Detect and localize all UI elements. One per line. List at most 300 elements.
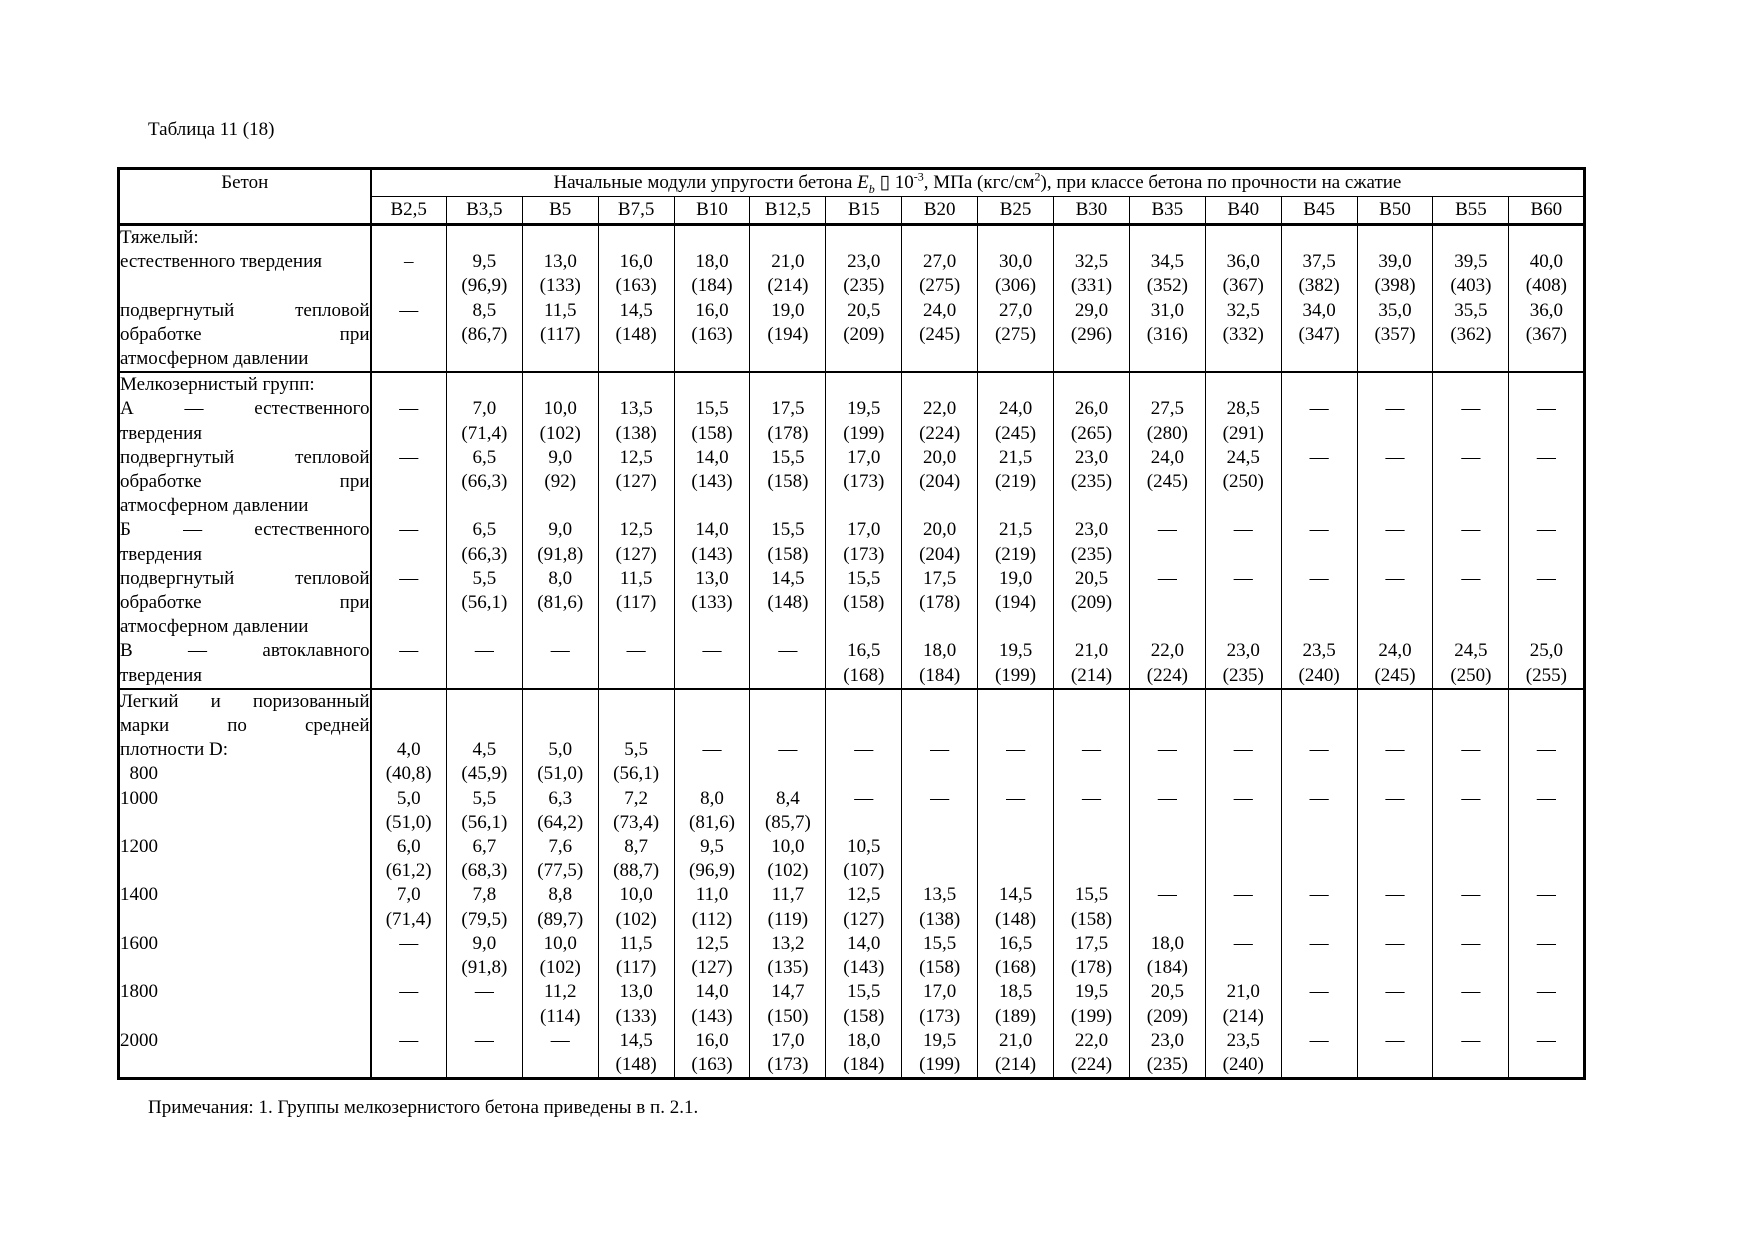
mpa-value (902, 373, 977, 397)
row-label-line: атмосферном давлении (120, 495, 309, 517)
mpa-value: 29,0 (1074, 299, 1109, 321)
modulus-header-exp2: 2 (1034, 169, 1041, 184)
class-header-b55: B55 (1433, 197, 1509, 225)
mpa-value: 19,0 (998, 567, 1033, 589)
value-cell-b40 (1205, 787, 1281, 835)
mpa-value: 16,0 (619, 251, 653, 273)
value-cell-b60 (1509, 567, 1585, 640)
value-cell-b55 (1433, 787, 1509, 835)
mpa-value (372, 373, 446, 397)
kgf-value: (71,4) (385, 908, 432, 930)
value-cell-b45 (1281, 639, 1357, 688)
class-header-b5: B5 (522, 197, 598, 225)
mpa-value (978, 226, 1053, 250)
value-cell-b3-5 (446, 225, 522, 299)
mpa-value: — (1233, 519, 1253, 541)
kgf-value: (235) (843, 275, 885, 297)
mpa-value: — (1233, 739, 1253, 761)
value-cell-b7-5 (598, 689, 674, 787)
mpa-value: 9,0 (472, 932, 497, 954)
value-cell-b25 (978, 835, 1054, 883)
kgf-value: (199) (919, 1053, 961, 1075)
value-cell-b60 (1509, 639, 1585, 688)
value-cell-b40 (1205, 518, 1281, 566)
value-cell-b50 (1357, 1029, 1433, 1079)
kgf-value: (173) (843, 471, 885, 493)
value-cell-b40 (1205, 932, 1281, 980)
mpa-value: 14,0 (695, 446, 729, 468)
kgf-value: (306) (994, 275, 1037, 297)
kgf-value: (61,2) (385, 860, 432, 882)
value-cell-b45 (1281, 883, 1357, 931)
mpa-value: 23,5 (1302, 640, 1336, 662)
kgf-value: (214) (767, 275, 809, 297)
kgf-value: (235) (1146, 1053, 1188, 1075)
row-label-line: обработке при (120, 471, 370, 493)
value-cell-b12-5 (750, 299, 826, 373)
kgf-value: (138) (919, 908, 961, 930)
kgf-value: (245) (1374, 664, 1416, 686)
value-cell-b3-5 (446, 372, 522, 446)
mpa-value: — (1536, 567, 1556, 589)
kgf-value: (408) (1525, 275, 1567, 297)
value-cell-b60 (1509, 372, 1585, 446)
table-row (119, 835, 1585, 883)
mpa-value: 21,0 (1074, 640, 1109, 662)
kgf-value: (148) (767, 592, 809, 614)
mpa-value: 23,0 (847, 251, 881, 273)
mpa-value: — (1309, 446, 1329, 468)
value-cell-b50 (1357, 299, 1433, 373)
value-cell-b40 (1205, 225, 1281, 299)
mpa-value (1282, 714, 1357, 738)
mpa-value: 39,0 (1378, 251, 1412, 273)
value-cell-b55 (1433, 980, 1509, 1028)
mpa-value (1054, 226, 1129, 250)
row-label-line: 2000 (120, 1029, 158, 1051)
class-header-b50: B50 (1357, 197, 1433, 225)
kgf-value: (265) (1070, 422, 1113, 444)
row-label (119, 446, 371, 519)
value-cell-b15 (826, 518, 902, 566)
mpa-value: 24,0 (1150, 446, 1184, 468)
mpa-value: — (474, 1029, 494, 1051)
row-label-line: 800 (120, 763, 158, 785)
value-cell-b2-5 (371, 787, 447, 835)
value-cell-b35 (1129, 639, 1205, 688)
kgf-value: (79,5) (461, 908, 508, 930)
kgf-value: (114) (540, 1005, 581, 1027)
mpa-value: 20,5 (1150, 981, 1184, 1003)
row-label (119, 1029, 371, 1079)
value-cell-b12-5 (750, 446, 826, 519)
mpa-value (1358, 690, 1433, 714)
value-cell-b30 (1054, 932, 1130, 980)
kgf-value: (81,6) (537, 592, 584, 614)
mpa-value: 11,2 (543, 981, 577, 1003)
row-label (119, 225, 371, 299)
mpa-value (1509, 714, 1583, 738)
kgf-value: (102) (615, 908, 657, 930)
value-cell-b20 (902, 835, 978, 883)
value-cell-b15 (826, 787, 902, 835)
value-cell-b45 (1281, 1029, 1357, 1079)
row-label-line: Тяжелый: (120, 227, 199, 248)
mpa-value (1282, 690, 1357, 714)
mpa-value: 9,5 (700, 836, 724, 858)
mpa-value: — (1385, 1029, 1405, 1051)
value-cell-b45 (1281, 787, 1357, 835)
value-cell-b15 (826, 980, 902, 1028)
value-cell-b50 (1357, 787, 1433, 835)
mpa-value (599, 373, 674, 397)
value-cell-b20 (902, 299, 978, 373)
mpa-value: 10,0 (543, 932, 577, 954)
table-row (119, 689, 1585, 787)
kgf-value: (81,6) (689, 811, 735, 833)
mpa-value: 15,5 (695, 398, 729, 420)
value-cell-b35 (1129, 299, 1205, 373)
mpa-value: 12,5 (619, 446, 653, 468)
mpa-value: — (1461, 932, 1481, 954)
mpa-value (675, 690, 750, 714)
kgf-value: (143) (843, 957, 885, 979)
value-cell-b55 (1433, 639, 1509, 688)
mpa-value: 16,0 (695, 1029, 729, 1051)
value-cell-b7-5 (598, 835, 674, 883)
mpa-value: 14,0 (847, 932, 881, 954)
modulus-header-post: ), при классе бетона по прочности на сжатие (1040, 172, 1402, 193)
mpa-value: 35,0 (1378, 299, 1412, 321)
mpa-value: — (399, 567, 419, 589)
value-cell-b20 (902, 980, 978, 1028)
mpa-value: 13,0 (619, 981, 653, 1003)
mpa-value: 9,0 (548, 446, 573, 468)
mpa-value: 5,5 (624, 739, 648, 761)
kgf-value: (280) (1146, 422, 1188, 444)
mpa-value: 31,0 (1150, 299, 1184, 321)
class-header-b2-5: B2,5 (371, 197, 447, 225)
mpa-value: 12,5 (619, 519, 653, 541)
value-cell-b12-5 (750, 639, 826, 688)
kgf-value: (127) (843, 908, 885, 930)
mpa-value: 8,0 (548, 567, 573, 589)
class-header-b7-5: B7,5 (598, 197, 674, 225)
kgf-value: (224) (919, 422, 961, 444)
mpa-value: 24,0 (998, 398, 1033, 420)
mpa-value: — (1233, 787, 1253, 809)
value-cell-b12-5 (750, 689, 826, 787)
kgf-value: (199) (1070, 1005, 1113, 1027)
value-cell-b35 (1129, 446, 1205, 519)
mpa-value (447, 373, 522, 397)
mpa-value: 24,0 (923, 299, 957, 321)
kgf-value: (235) (1222, 664, 1264, 686)
kgf-value: (184) (1146, 957, 1188, 979)
value-cell-b60 (1509, 835, 1585, 883)
mpa-value (978, 835, 1053, 859)
kgf-value: (178) (1070, 957, 1113, 979)
value-cell-b7-5 (598, 787, 674, 835)
mpa-value: — (399, 981, 419, 1003)
value-cell-b50 (1357, 932, 1433, 980)
kgf-value: (168) (843, 664, 885, 686)
row-label-line (120, 811, 370, 835)
value-cell-b5 (522, 639, 598, 688)
row-label (119, 639, 371, 688)
value-cell-b60 (1509, 518, 1585, 566)
kgf-value: (219) (994, 543, 1037, 565)
value-cell-b2-5 (371, 835, 447, 883)
kgf-value: (56,1) (461, 592, 508, 614)
mpa-value: 23,0 (1074, 519, 1109, 541)
kgf-value: (85,7) (764, 811, 811, 833)
mpa-value (826, 373, 901, 397)
value-cell-b5 (522, 689, 598, 787)
mpa-value (372, 714, 446, 738)
mpa-value: 13,5 (619, 398, 653, 420)
table-row (119, 446, 1585, 519)
value-cell-b30 (1054, 567, 1130, 640)
class-header-b20: B20 (902, 197, 978, 225)
mpa-value: — (399, 932, 419, 954)
value-cell-b15 (826, 567, 902, 640)
value-cell-b35 (1129, 518, 1205, 566)
mpa-value (599, 226, 674, 250)
value-cell-b40 (1205, 980, 1281, 1028)
kgf-value: (224) (1146, 664, 1188, 686)
kgf-value: (250) (1450, 664, 1492, 686)
table-row (119, 372, 1585, 446)
value-cell-b40 (1205, 639, 1281, 688)
mpa-value: 19,0 (771, 299, 805, 321)
value-cell-b35 (1129, 932, 1205, 980)
value-cell-b2-5 (371, 446, 447, 519)
value-cell-b20 (902, 689, 978, 787)
mpa-value (1282, 835, 1357, 859)
mpa-value: 20,0 (923, 446, 957, 468)
beton-column-header: Бетон (119, 169, 371, 225)
mpa-value: 22,0 (1074, 1029, 1109, 1051)
mpa-value: 15,5 (847, 567, 881, 589)
mpa-value: 19,5 (847, 398, 881, 420)
value-cell-b30 (1054, 980, 1130, 1028)
value-cell-b3-5 (446, 980, 522, 1028)
row-label-line: подвергнутый тепловой (120, 446, 370, 468)
kgf-value: (68,3) (461, 860, 508, 882)
mpa-value: — (1309, 884, 1329, 906)
value-cell-b7-5 (598, 372, 674, 446)
mpa-value (1206, 690, 1281, 714)
kgf-value: (240) (1298, 664, 1340, 686)
value-cell-b7-5 (598, 567, 674, 640)
mpa-value (523, 226, 598, 250)
class-header-b15: B15 (826, 197, 902, 225)
mpa-value (1358, 226, 1433, 250)
row-label-line (120, 1005, 370, 1029)
value-cell-b15 (826, 835, 902, 883)
mpa-value: — (854, 739, 874, 761)
value-cell-b35 (1129, 372, 1205, 446)
mpa-value: 16,0 (695, 299, 729, 321)
mpa-value: 40,0 (1529, 251, 1563, 273)
mpa-value: 20,5 (1074, 567, 1109, 589)
value-cell-b35 (1129, 980, 1205, 1028)
kgf-value: (119) (767, 908, 809, 930)
kgf-value: (117) (540, 323, 581, 345)
value-cell-b55 (1433, 372, 1509, 446)
modulus-header-exp: -3 (913, 169, 924, 184)
mpa-value: 11,7 (771, 884, 805, 906)
kgf-value: (184) (691, 275, 733, 297)
mpa-value: — (1157, 884, 1177, 906)
value-cell-b60 (1509, 980, 1585, 1028)
mpa-value: — (1233, 932, 1253, 954)
mpa-value: 18,0 (695, 251, 729, 273)
value-cell-b25 (978, 1029, 1054, 1079)
class-header-b35: B35 (1129, 197, 1205, 225)
value-cell-b5 (522, 1029, 598, 1079)
kgf-value: (352) (1146, 275, 1188, 297)
mpa-value: — (1309, 932, 1329, 954)
kgf-value: (51,0) (537, 763, 584, 785)
mpa-value: 13,5 (923, 884, 957, 906)
row-label-line: твердения (120, 543, 203, 565)
value-cell-b50 (1357, 372, 1433, 446)
mpa-value: — (1461, 519, 1481, 541)
mpa-value: — (1536, 739, 1556, 761)
mpa-value: — (1385, 739, 1405, 761)
kgf-value: (40,8) (385, 763, 432, 785)
kgf-value: (92) (544, 471, 577, 493)
value-cell-b3-5 (446, 518, 522, 566)
mpa-value: 6,7 (472, 836, 497, 858)
mpa-value: 8,4 (776, 787, 800, 809)
kgf-value: (275) (919, 275, 961, 297)
value-cell-b15 (826, 446, 902, 519)
mpa-value: 23,5 (1226, 1029, 1260, 1051)
table-row (119, 639, 1585, 688)
kgf-value: (184) (843, 1053, 885, 1075)
mpa-value: — (1385, 567, 1405, 589)
value-cell-b55 (1433, 518, 1509, 566)
value-cell-b45 (1281, 518, 1357, 566)
kgf-value: (102) (539, 957, 581, 979)
kgf-value: (209) (1146, 1005, 1188, 1027)
value-cell-b45 (1281, 446, 1357, 519)
class-header-b3-5: B3,5 (446, 197, 522, 225)
value-cell-b15 (826, 372, 902, 446)
row-label-line (120, 1053, 370, 1077)
mpa-value (902, 226, 977, 250)
mpa-value: 36,0 (1529, 299, 1563, 321)
value-cell-b5 (522, 372, 598, 446)
value-cell-b40 (1205, 689, 1281, 787)
value-cell-b7-5 (598, 932, 674, 980)
kgf-value: (135) (767, 957, 809, 979)
mpa-value: — (399, 398, 419, 420)
value-cell-b35 (1129, 689, 1205, 787)
mpa-value (1130, 690, 1205, 714)
value-cell-b2-5 (371, 1029, 447, 1079)
row-label-line: 1000 (120, 787, 158, 809)
value-cell-b10 (674, 567, 750, 640)
class-header-b10: B10 (674, 197, 750, 225)
row-label (119, 567, 371, 640)
mpa-value (1282, 226, 1357, 250)
kgf-value: (102) (539, 422, 581, 444)
kgf-value: (56,1) (613, 763, 660, 785)
value-cell-b25 (978, 518, 1054, 566)
mpa-value: — (778, 739, 798, 761)
kgf-value: (204) (919, 543, 961, 565)
value-cell-b30 (1054, 835, 1130, 883)
value-cell-b5 (522, 835, 598, 883)
kgf-value: (245) (919, 323, 961, 345)
mpa-value: — (1461, 884, 1481, 906)
kgf-value: (66,3) (461, 543, 508, 565)
value-cell-b50 (1357, 883, 1433, 931)
value-cell-b2-5 (371, 299, 447, 373)
value-cell-b55 (1433, 835, 1509, 883)
value-cell-b50 (1357, 446, 1433, 519)
value-cell-b15 (826, 883, 902, 931)
mpa-value: 20,5 (847, 299, 881, 321)
mpa-value: 13,0 (543, 251, 577, 273)
mpa-value: — (1233, 884, 1253, 906)
mpa-value: 19,5 (1074, 981, 1109, 1003)
value-cell-b60 (1509, 883, 1585, 931)
mpa-value: 27,0 (998, 299, 1033, 321)
mpa-value: — (1385, 981, 1405, 1003)
table-row (119, 299, 1585, 373)
table-row (119, 787, 1585, 835)
value-cell-b25 (978, 689, 1054, 787)
mpa-value: 5,5 (472, 567, 497, 589)
mpa-value: 23,0 (1150, 1029, 1184, 1051)
mpa-value: 11,5 (619, 932, 653, 954)
table-row (119, 980, 1585, 1028)
mpa-value: — (1461, 739, 1481, 761)
mpa-value: — (930, 787, 950, 809)
mpa-value: — (399, 640, 419, 662)
mpa-value (1358, 835, 1433, 859)
value-cell-b30 (1054, 1029, 1130, 1079)
value-cell-b35 (1129, 567, 1205, 640)
mpa-value: 15,5 (923, 932, 957, 954)
value-cell-b5 (522, 567, 598, 640)
mpa-value: 16,5 (847, 640, 881, 662)
value-cell-b25 (978, 446, 1054, 519)
value-cell-b40 (1205, 883, 1281, 931)
class-header-b45: B45 (1281, 197, 1357, 225)
kgf-value: (133) (691, 592, 733, 614)
mpa-value: 12,5 (847, 884, 881, 906)
mpa-value: 5,0 (548, 739, 573, 761)
modulus-symbol: E (857, 172, 869, 193)
value-cell-b55 (1433, 1029, 1509, 1079)
kgf-value: (133) (615, 1005, 657, 1027)
row-label (119, 689, 371, 787)
kgf-value: (332) (1222, 323, 1264, 345)
mpa-value (523, 373, 598, 397)
mpa-value (1206, 714, 1281, 738)
kgf-value: (357) (1374, 323, 1416, 345)
mpa-value: 34,5 (1150, 251, 1184, 273)
class-header-b12-5: B12,5 (750, 197, 826, 225)
kgf-value: (245) (1146, 471, 1188, 493)
mpa-value (447, 226, 522, 250)
